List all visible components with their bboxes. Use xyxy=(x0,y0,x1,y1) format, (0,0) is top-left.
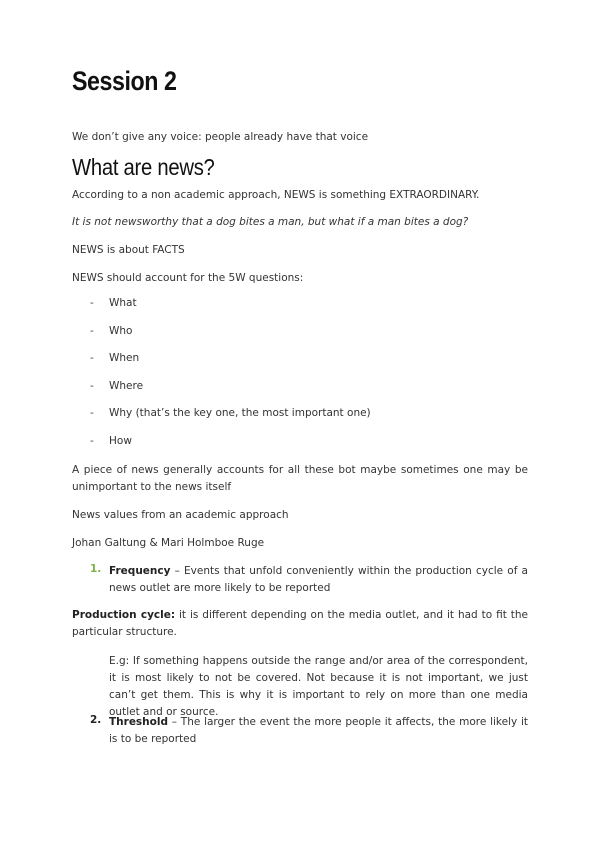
frequency-description: – Events that unfold conveniently within the production cycle of a news outlet are more likely to be reported xyxy=(109,565,528,594)
list-item-text: How xyxy=(109,435,132,447)
list-dash: - xyxy=(90,435,94,447)
threshold-description: – The larger the event the more people it affects, the more likely it is to be reported xyxy=(109,716,528,745)
list-dash: - xyxy=(90,297,94,309)
list-item-text: Where xyxy=(109,380,144,392)
paragraph-production-cycle xyxy=(72,607,528,641)
term-production-cycle: Production cycle: xyxy=(72,609,176,621)
example-paragraph: E.g: If something happens outside the range and/or area of the correspondent, it is most likely to not be covered. Not because it is not important, we just can’t get them. This is why it is important to rely on more than one media outlet and or source. xyxy=(109,655,528,718)
list-item-text: When xyxy=(109,352,140,364)
list-item-text: Who xyxy=(109,325,133,337)
production-cycle-description: it is different depending on the media outlet, and it had to fit the particular structure. xyxy=(72,609,529,638)
paragraph-dog-bites: It is not newsworthy that a dog bites a man, but what if a man bites a dog? xyxy=(72,216,469,228)
item-threshold-text xyxy=(109,714,528,748)
list-dash: - xyxy=(90,407,94,419)
list-dash: - xyxy=(90,352,94,364)
paragraph-news-values: News values from an academic approach xyxy=(72,509,289,521)
item-number: 2. xyxy=(90,714,102,726)
section-heading: What are news? xyxy=(72,154,215,180)
page-title: Session 2 xyxy=(72,66,177,96)
item-number: 1. xyxy=(90,563,102,575)
paragraph-non-academic: According to a non academic approach, NEWS is something EXTRAORDINARY. xyxy=(72,189,480,201)
term-threshold: Threshold xyxy=(109,716,168,728)
list-item-text: What xyxy=(109,297,137,309)
paragraph-authors: Johan Galtung & Mari Holmboe Ruge xyxy=(72,537,265,549)
item-frequency-text xyxy=(109,563,528,597)
term-frequency: Frequency xyxy=(109,565,171,577)
paragraph-5w: NEWS should account for the 5W questions: xyxy=(72,272,304,284)
paragraph-facts: NEWS is about FACTS xyxy=(72,244,185,256)
intro-text: We don’t give any voice: people already have that voice xyxy=(72,131,369,143)
paragraph-piece-of-news: A piece of news generally accounts for all these bot maybe sometimes one may be unimportant to the news itself xyxy=(72,464,528,493)
list-dash: - xyxy=(90,325,94,337)
list-item-text: Why (that’s the key one, the most important one) xyxy=(109,407,371,419)
list-dash: - xyxy=(90,380,94,392)
